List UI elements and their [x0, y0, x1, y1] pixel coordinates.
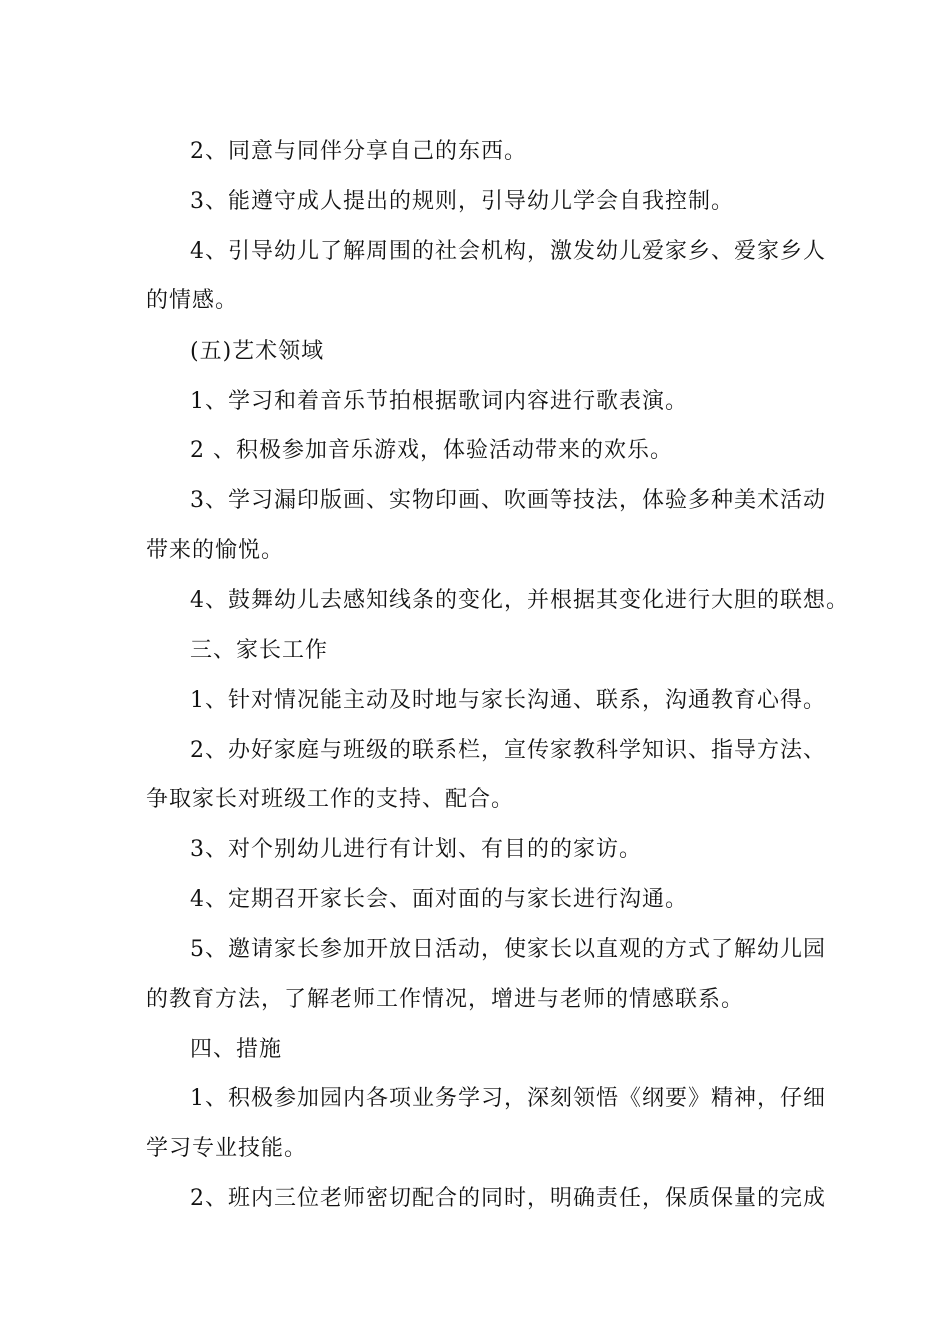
list-item-social-4: 4、引导幼儿了解周围的社会机构，激发幼儿爱家乡、爱家乡人: [190, 239, 826, 264]
list-item-social-4-cont: 的情感。: [146, 288, 239, 313]
list-item-parents-5-cont: 的教育方法，了解老师工作情况，增进与老师的情感联系。: [146, 987, 745, 1012]
section-heading-parents: 三、家长工作: [190, 638, 329, 663]
list-item-measures-2: 2、班内三位老师密切配合的同时，明确责任，保质保量的完成: [190, 1186, 826, 1211]
list-item-measures-1: 1、积极参加园内各项业务学习，深刻领悟《纲要》精神，仔细: [190, 1086, 826, 1111]
list-item-social-2: 2、同意与同伴分享自己的东西。: [190, 139, 527, 164]
list-item-parents-2: 2、办好家庭与班级的联系栏，宣传家教科学知识、指导方法、: [190, 738, 826, 763]
list-item-parents-3: 3、对个别幼儿进行有计划、有目的的家访。: [190, 837, 642, 862]
list-item-parents-2-cont: 争取家长对班级工作的支持、配合。: [146, 787, 515, 812]
list-item-parents-5: 5、邀请家长参加开放日活动，使家长以直观的方式了解幼儿园: [190, 937, 826, 962]
list-item-art-2: 2 、积极参加音乐游戏，体验活动带来的欢乐。: [190, 438, 673, 463]
list-item-measures-1-cont: 学习专业技能。: [146, 1136, 308, 1161]
list-item-art-1: 1、学习和着音乐节拍根据歌词内容进行歌表演。: [190, 389, 688, 414]
list-item-art-4: 4、鼓舞幼儿去感知线条的变化，并根据其变化进行大胆的联想。: [190, 588, 849, 613]
list-item-art-3-cont: 带来的愉悦。: [146, 538, 285, 563]
list-item-art-3: 3、学习漏印版画、实物印画、吹画等技法，体验多种美术活动: [190, 488, 826, 513]
section-heading-measures: 四、措施: [190, 1037, 283, 1062]
section-heading-art: (五)艺术领域: [190, 339, 325, 364]
list-item-parents-1: 1、针对情况能主动及时地与家长沟通、联系，沟通教育心得。: [190, 688, 826, 713]
list-item-parents-4: 4、定期召开家长会、面对面的与家长进行沟通。: [190, 887, 688, 912]
list-item-social-3: 3、能遵守成人提出的规则，引导幼儿学会自我控制。: [190, 189, 734, 214]
